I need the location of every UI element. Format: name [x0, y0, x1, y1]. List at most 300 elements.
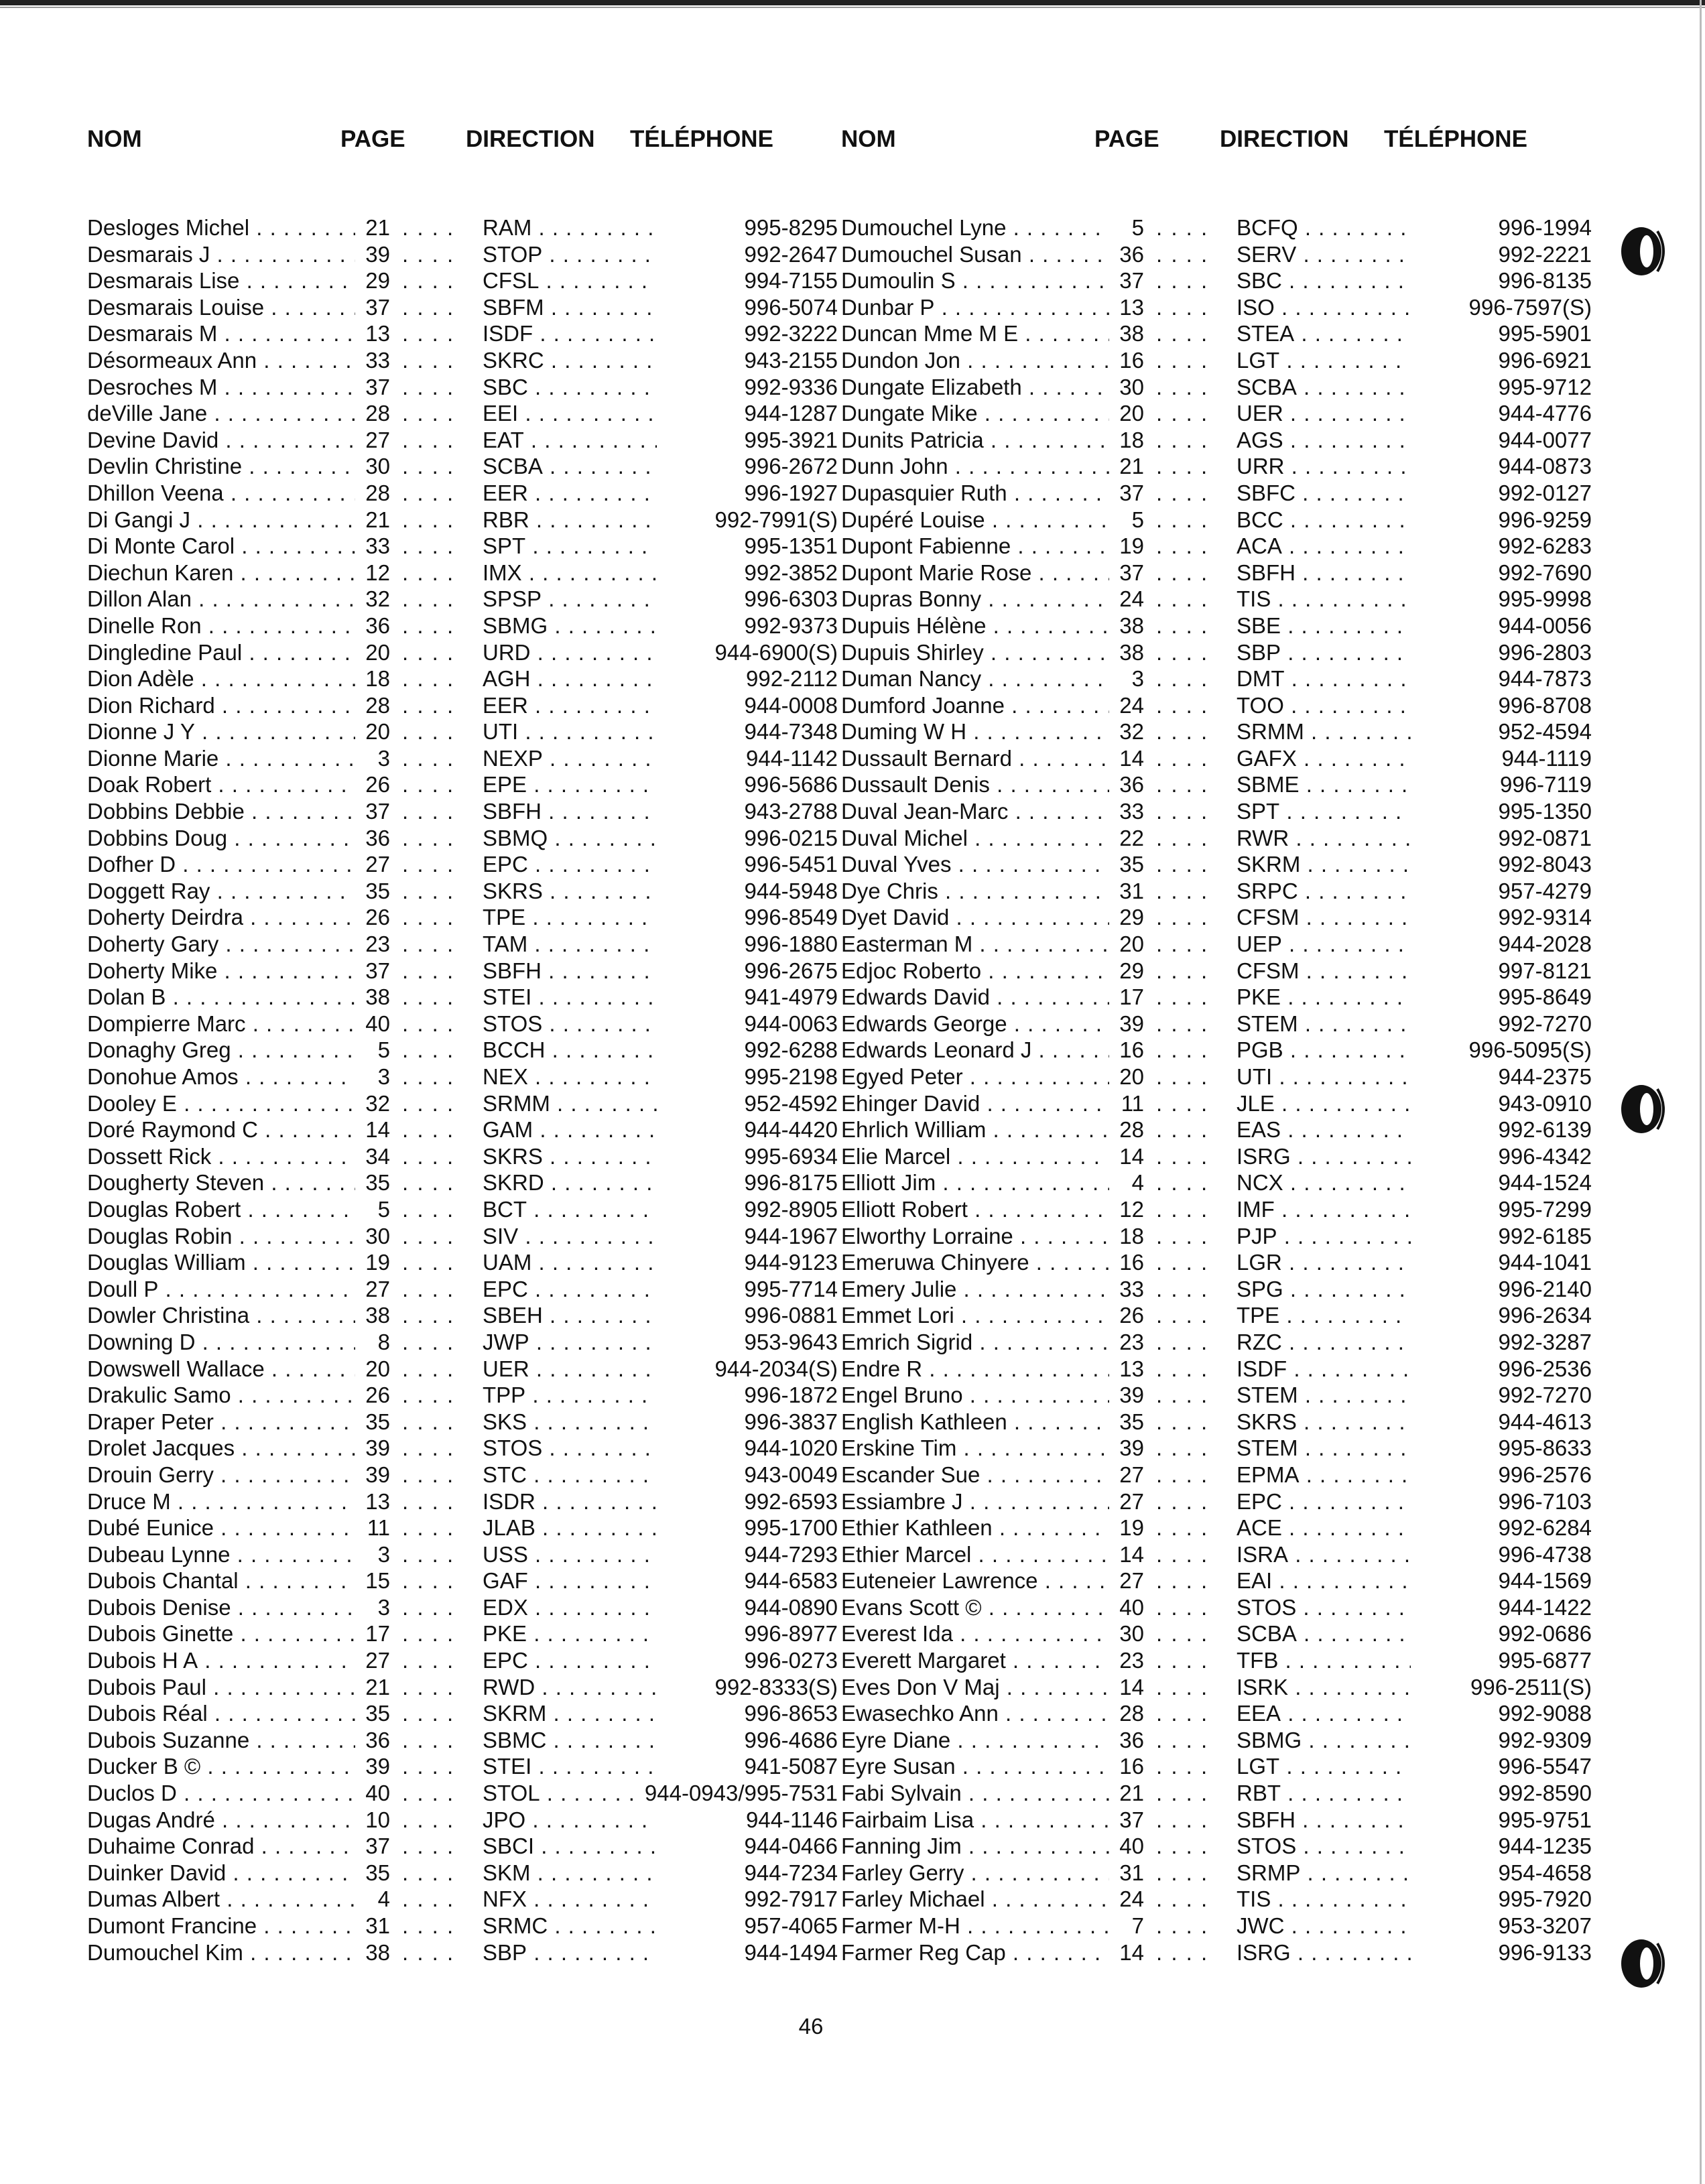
leader-dots: . . . . — [1156, 507, 1209, 532]
entry-telephone: 952-4594 — [1495, 718, 1592, 745]
entry-direction: ISRG . . . — [1237, 1939, 1411, 1966]
entry-name: Dubois Réal . . . — [87, 1700, 362, 1727]
entry-telephone: 944-7234 — [741, 1860, 838, 1886]
entry-name: Dingledine Paul . . . — [87, 639, 362, 666]
entry-page: 34 — [355, 1143, 390, 1170]
entry-page: 3 — [355, 1064, 390, 1090]
entry-direction: SPSP . . . — [483, 586, 657, 613]
entry-page: 18 — [355, 665, 390, 692]
entry-page: 24 — [1109, 692, 1144, 719]
directory-entry — [87, 507, 838, 533]
entry-direction: UER . . . — [1237, 400, 1411, 427]
entry-name: Emery Julie . . . — [841, 1276, 1116, 1303]
page-number: 46 — [798, 2014, 824, 2039]
entry-direction: RWD . . . — [483, 1674, 657, 1701]
entry-page: 28 — [1109, 1700, 1144, 1727]
directory-entry — [841, 1276, 1592, 1303]
leader-dots: . . . . — [1156, 1170, 1209, 1196]
entry-name: Drouin Gerry . . . — [87, 1462, 362, 1488]
leader-dots: . . . . — [402, 1648, 455, 1673]
entry-direction: SKS . . . — [483, 1409, 657, 1435]
entry-direction: EPC . . . — [483, 1647, 657, 1674]
entry-name: Egyed Peter . . . — [841, 1064, 1116, 1090]
entry-direction: ISRK . . . — [1237, 1674, 1411, 1701]
header-direction: DIRECTION — [1220, 126, 1349, 152]
entry-page: 38 — [355, 1302, 390, 1329]
entry-name: Dhillon Veena . . . — [87, 480, 362, 507]
header-page: PAGE — [340, 126, 405, 152]
entry-name: Dubé Eunice . . . — [87, 1515, 362, 1541]
entry-page: 39 — [355, 241, 390, 268]
entry-telephone: 994-7155 — [741, 267, 838, 294]
directory-rows-right — [841, 214, 1592, 1966]
entry-page: 31 — [355, 1913, 390, 1939]
entry-name: Di Monte Carol . . . — [87, 533, 362, 560]
entry-telephone: 995-6877 — [1495, 1647, 1592, 1674]
entry-page: 20 — [1109, 931, 1144, 958]
leader-dots: . . . . — [1156, 1011, 1209, 1036]
entry-page: 14 — [1109, 1143, 1144, 1170]
entry-page: 23 — [1109, 1647, 1144, 1674]
leader-dots: . . . . — [1156, 1913, 1209, 1938]
leader-dots: . . . . — [1156, 745, 1209, 771]
entry-direction: SKRD . . . — [483, 1169, 657, 1196]
entry-telephone: 996-3837 — [741, 1409, 838, 1435]
entry-direction: SKRM . . . — [483, 1700, 657, 1727]
entry-telephone: 992-6185 — [1495, 1223, 1592, 1250]
entry-telephone: 944-1524 — [1495, 1169, 1592, 1196]
leader-dots: . . . . — [1156, 1939, 1209, 1965]
entry-telephone: 944-1041 — [1495, 1249, 1592, 1276]
entry-telephone: 944-7348 — [741, 718, 838, 745]
entry-name: Eyre Susan . . . — [841, 1753, 1116, 1780]
leader-dots: . . . . — [1156, 1435, 1209, 1461]
directory-entry — [841, 1488, 1592, 1515]
entry-telephone: 944-6900(S) — [711, 639, 838, 666]
directory-entry — [841, 453, 1592, 480]
leader-dots: . . . . — [402, 639, 455, 665]
entry-telephone: 992-7270 — [1495, 1382, 1592, 1409]
directory-entry — [87, 241, 838, 268]
entry-page: 20 — [1109, 1064, 1144, 1090]
entry-name: Dion Richard . . . — [87, 692, 362, 719]
entry-telephone: 996-0881 — [741, 1302, 838, 1329]
entry-name: Dye Chris . . . — [841, 878, 1116, 905]
entry-direction: SBFH . . . — [483, 798, 657, 825]
directory-entry — [841, 613, 1592, 639]
entry-telephone: 944-4613 — [1495, 1409, 1592, 1435]
entry-telephone: 996-7103 — [1495, 1488, 1592, 1515]
leader-dots: . . . . — [402, 1886, 455, 1912]
entry-telephone: 943-0910 — [1495, 1090, 1592, 1117]
entry-direction: STOS . . . — [1237, 1594, 1411, 1621]
entry-name: Dowler Christina . . . — [87, 1302, 362, 1329]
directory-entry — [87, 347, 838, 374]
entry-name: Dumouchel Kim . . . — [87, 1939, 362, 1966]
directory-entry — [841, 586, 1592, 613]
entry-page: 18 — [1109, 427, 1144, 454]
entry-telephone: 992-6283 — [1495, 533, 1592, 560]
entry-name: Dyet David . . . — [841, 904, 1116, 931]
directory-entry — [87, 1647, 838, 1674]
entry-telephone: 992-7270 — [1495, 1011, 1592, 1037]
entry-direction: SBME . . . — [1237, 771, 1411, 798]
directory-entry — [87, 1276, 838, 1303]
directory-entry — [841, 267, 1592, 294]
directory-entry — [87, 613, 838, 639]
leader-dots: . . . . — [1156, 1807, 1209, 1832]
directory-entry — [841, 692, 1592, 719]
leader-dots: . . . . — [402, 1223, 455, 1248]
directory-entry — [841, 904, 1592, 931]
directory-entry — [87, 294, 838, 321]
leader-dots: . . . . — [402, 958, 455, 983]
entry-name: Escander Sue . . . — [841, 1462, 1116, 1488]
entry-name: Edwards George . . . — [841, 1011, 1116, 1037]
directory-entry — [87, 1594, 838, 1621]
entry-name: Dumoulin S . . . — [841, 267, 1116, 294]
entry-name: Dobbins Doug . . . — [87, 825, 362, 852]
entry-page: 37 — [1109, 267, 1144, 294]
leader-dots: . . . . — [1156, 1356, 1209, 1381]
entry-telephone: 992-9336 — [741, 374, 838, 401]
entry-direction: STOS . . . — [1237, 1833, 1411, 1860]
entry-page: 26 — [355, 771, 390, 798]
entry-telephone: 996-4686 — [741, 1727, 838, 1754]
entry-telephone: 944-2375 — [1495, 1064, 1592, 1090]
entry-direction: SBFH . . . — [1237, 560, 1411, 586]
entry-page: 5 — [355, 1037, 390, 1064]
entry-direction: JLAB . . . — [483, 1515, 657, 1541]
entry-page: 35 — [355, 1169, 390, 1196]
entry-name: Desmarais M . . . — [87, 320, 362, 347]
entry-direction: RZC . . . — [1237, 1329, 1411, 1356]
entry-page: 37 — [1109, 1807, 1144, 1834]
entry-name: Dugas André . . . — [87, 1807, 362, 1834]
entry-telephone: 992-3222 — [741, 320, 838, 347]
directory-entry — [841, 665, 1592, 692]
entry-telephone: 944-0890 — [741, 1594, 838, 1621]
directory-entry — [87, 1249, 838, 1276]
entry-direction: JPO . . . — [483, 1807, 657, 1834]
leader-dots: . . . . — [1156, 613, 1209, 638]
entry-page: 35 — [355, 878, 390, 905]
entry-page: 10 — [355, 1807, 390, 1834]
entry-page: 38 — [1109, 613, 1144, 639]
entry-direction: SKRS . . . — [483, 1143, 657, 1170]
entry-telephone: 997-8121 — [1495, 958, 1592, 984]
entry-direction: STEM . . . — [1237, 1382, 1411, 1409]
entry-name: Désormeaux Ann . . . — [87, 347, 362, 374]
entry-page: 28 — [355, 400, 390, 427]
leader-dots: . . . . — [402, 1329, 455, 1354]
directory-entry — [87, 1169, 838, 1196]
entry-page: 17 — [1109, 984, 1144, 1011]
entry-telephone: 992-0127 — [1495, 480, 1592, 507]
leader-dots: . . . . — [402, 1117, 455, 1143]
leader-dots: . . . . — [1156, 215, 1209, 240]
leader-dots: . . . . — [1156, 480, 1209, 505]
entry-page: 3 — [355, 1594, 390, 1621]
entry-telephone: 944-0943/995-7531 — [641, 1780, 838, 1807]
entry-name: Dussault Bernard . . . — [841, 745, 1116, 772]
page-right-edge — [1700, 0, 1702, 2184]
entry-direction: SBC . . . — [1237, 267, 1411, 294]
entry-page: 35 — [355, 1409, 390, 1435]
entry-direction: SRMM . . . — [1237, 718, 1411, 745]
entry-direction: STOS . . . — [483, 1011, 657, 1037]
entry-telephone: 992-6593 — [741, 1488, 838, 1515]
entry-direction: RBR . . . — [483, 507, 657, 533]
entry-telephone: 944-5948 — [741, 878, 838, 905]
entry-name: Doherty Gary . . . — [87, 931, 362, 958]
entry-telephone: 992-2647 — [741, 241, 838, 268]
entry-direction: SBMQ . . . — [483, 825, 657, 852]
entry-telephone: 944-0873 — [1495, 453, 1592, 480]
entry-page: 23 — [355, 931, 390, 958]
entry-name: Elie Marcel . . . — [841, 1143, 1116, 1170]
entry-page: 32 — [355, 586, 390, 613]
entry-direction: PKE . . . — [1237, 984, 1411, 1011]
entry-telephone: 953-9643 — [741, 1329, 838, 1356]
entry-name: Eyre Diane . . . — [841, 1727, 1116, 1754]
leader-dots: . . . . — [1156, 1568, 1209, 1594]
entry-telephone: 944-0008 — [741, 692, 838, 719]
entry-telephone: 992-6288 — [741, 1037, 838, 1064]
entry-direction: LGT . . . — [1237, 347, 1411, 374]
leader-dots: . . . . — [402, 586, 455, 612]
leader-dots: . . . . — [402, 1037, 455, 1063]
leader-dots: . . . . — [402, 533, 455, 559]
entry-page: 38 — [355, 1939, 390, 1966]
entry-name: Dompierre Marc . . . — [87, 1011, 362, 1037]
entry-telephone: 992-0871 — [1495, 825, 1592, 852]
entry-direction: RBT . . . — [1237, 1780, 1411, 1807]
directory-entry — [87, 1700, 838, 1727]
directory-entry — [87, 878, 838, 905]
entry-name: Dupont Fabienne . . . — [841, 533, 1116, 560]
entry-name: Dubeau Lynne . . . — [87, 1541, 362, 1568]
entry-direction: SBFH . . . — [483, 958, 657, 984]
entry-telephone: 944-1967 — [741, 1223, 838, 1250]
entry-page: 14 — [1109, 1541, 1144, 1568]
header-page: PAGE — [1094, 126, 1159, 152]
entry-page: 5 — [355, 1196, 390, 1223]
entry-direction: SBMG . . . — [483, 613, 657, 639]
entry-direction: EEI . . . — [483, 400, 657, 427]
directory-entry — [87, 1886, 838, 1913]
entry-telephone: 996-6921 — [1495, 347, 1592, 374]
leader-dots: . . . . — [1156, 454, 1209, 479]
entry-name: Duval Yves . . . — [841, 851, 1116, 878]
entry-page: 27 — [1109, 1488, 1144, 1515]
entry-telephone: 944-9123 — [741, 1249, 838, 1276]
directory-entry — [841, 1382, 1592, 1409]
entry-direction: STOP . . . — [483, 241, 657, 268]
entry-name: Eves Don V Maj . . . — [841, 1674, 1116, 1701]
entry-name: Douglas Robert . . . — [87, 1196, 362, 1223]
entry-page: 21 — [1109, 453, 1144, 480]
entry-page: 36 — [355, 613, 390, 639]
leader-dots: . . . . — [402, 1807, 455, 1832]
entry-direction: CFSL . . . — [483, 267, 657, 294]
entry-telephone: 992-6284 — [1495, 1515, 1592, 1541]
entry-name: Dussault Denis . . . — [841, 771, 1116, 798]
entry-direction: JWC . . . — [1237, 1913, 1411, 1939]
entry-telephone: 996-0273 — [741, 1647, 838, 1674]
entry-page: 40 — [355, 1780, 390, 1807]
directory-entry — [841, 1886, 1592, 1913]
entry-direction: EER . . . — [483, 692, 657, 719]
entry-direction: STEA . . . — [1237, 320, 1411, 347]
entry-name: Draper Peter . . . — [87, 1409, 362, 1435]
directory-entry — [841, 1753, 1592, 1780]
entry-name: Fabi Sylvain . . . — [841, 1780, 1116, 1807]
leader-dots: . . . . — [402, 1303, 455, 1328]
entry-direction: SKRM . . . — [1237, 851, 1411, 878]
entry-page: 3 — [1109, 665, 1144, 692]
entry-telephone: 996-5686 — [741, 771, 838, 798]
entry-name: Evans Scott © . . . — [841, 1594, 1116, 1621]
entry-page: 8 — [355, 1329, 390, 1356]
leader-dots: . . . . — [1156, 1727, 1209, 1752]
directory-entry — [87, 904, 838, 931]
leader-dots: . . . . — [402, 905, 455, 930]
entry-name: Desloges Michel . . . — [87, 214, 362, 241]
leader-dots: . . . . — [1156, 958, 1209, 983]
leader-dots: . . . . — [402, 1462, 455, 1487]
directory-entry — [87, 1196, 838, 1223]
entry-direction: SBFC . . . — [1237, 480, 1411, 507]
directory-entry — [841, 1169, 1592, 1196]
entry-name: Dionne Marie . . . — [87, 745, 362, 772]
leader-dots: . . . . — [402, 1409, 455, 1434]
entry-telephone: 943-2155 — [741, 347, 838, 374]
entry-direction: ISDF . . . — [483, 320, 657, 347]
leader-dots: . . . . — [1156, 241, 1209, 267]
entry-name: Doull P . . . — [87, 1276, 362, 1303]
directory-entry — [87, 1409, 838, 1435]
entry-page: 16 — [1109, 1753, 1144, 1780]
entry-telephone: 995-2198 — [741, 1064, 838, 1090]
leader-dots: . . . . — [402, 745, 455, 771]
leader-dots: . . . . — [402, 878, 455, 903]
directory-entry — [841, 958, 1592, 984]
entry-name: Dion Adèle . . . — [87, 665, 362, 692]
directory-entry — [841, 1249, 1592, 1276]
leader-dots: . . . . — [1156, 1223, 1209, 1248]
directory-entry — [87, 851, 838, 878]
entry-page: 11 — [1109, 1090, 1144, 1117]
entry-name: Druce M . . . — [87, 1488, 362, 1515]
entry-name: Dooley E . . . — [87, 1090, 362, 1117]
entry-telephone: 995-7920 — [1495, 1886, 1592, 1913]
leader-dots: . . . . — [402, 984, 455, 1010]
leader-dots: . . . . — [402, 454, 455, 479]
entry-telephone: 995-1351 — [741, 533, 838, 560]
entry-telephone: 992-8590 — [1495, 1780, 1592, 1807]
entry-page: 35 — [1109, 1409, 1144, 1435]
entry-direction: URD . . . — [483, 639, 657, 666]
leader-dots: . . . . — [402, 321, 455, 346]
entry-direction: EDX . . . — [483, 1594, 657, 1621]
entry-page: 37 — [355, 374, 390, 401]
leader-dots: . . . . — [1156, 878, 1209, 903]
entry-telephone: 996-2675 — [741, 958, 838, 984]
leader-dots: . . . . — [1156, 1117, 1209, 1143]
entry-page: 37 — [1109, 480, 1144, 507]
entry-direction: PKE . . . — [483, 1620, 657, 1647]
entry-telephone: 995-8633 — [1495, 1435, 1592, 1462]
directory-entry — [87, 480, 838, 507]
leader-dots: . . . . — [1156, 1594, 1209, 1620]
directory-entry — [841, 1064, 1592, 1090]
entry-page: 20 — [1109, 400, 1144, 427]
entry-page: 26 — [355, 904, 390, 931]
entry-name: Douglas Robin . . . — [87, 1223, 362, 1250]
entry-direction: SCBA . . . — [483, 453, 657, 480]
directory-entry — [841, 825, 1592, 852]
directory-entry — [87, 771, 838, 798]
entry-direction: IMF . . . — [1237, 1196, 1411, 1223]
directory-entry — [841, 1860, 1592, 1886]
leader-dots: . . . . — [1156, 852, 1209, 877]
directory-entry — [87, 1753, 838, 1780]
entry-name: Dumouchel Lyne . . . — [841, 214, 1116, 241]
entry-page: 20 — [355, 639, 390, 666]
leader-dots: . . . . — [1156, 294, 1209, 320]
entry-page: 32 — [1109, 718, 1144, 745]
leader-dots: . . . . — [1156, 533, 1209, 559]
leader-dots: . . . . — [1156, 639, 1209, 665]
entry-direction: SBCI . . . — [483, 1833, 657, 1860]
entry-direction: TOO . . . — [1237, 692, 1411, 719]
entry-direction: SCBA . . . — [1237, 1620, 1411, 1647]
entry-telephone: 944-1494 — [741, 1939, 838, 1966]
entry-direction: LGR . . . — [1237, 1249, 1411, 1276]
directory-entry — [87, 1223, 838, 1250]
entry-page: 14 — [1109, 745, 1144, 772]
entry-name: Engel Bruno . . . — [841, 1382, 1116, 1409]
entry-name: Duncan Mme M E . . . — [841, 320, 1116, 347]
entry-name: Dunn John . . . — [841, 453, 1116, 480]
leader-dots: . . . . — [1156, 268, 1209, 294]
leader-dots: . . . . — [402, 1356, 455, 1381]
entry-name: Dumouchel Susan . . . — [841, 241, 1116, 268]
entry-direction: AGH . . . — [483, 665, 657, 692]
entry-telephone: 996-2634 — [1495, 1302, 1592, 1329]
directory-entry — [87, 1674, 838, 1701]
directory-entry — [841, 798, 1592, 825]
entry-direction: DMT . . . — [1237, 665, 1411, 692]
entry-direction: STOL . . . — [483, 1780, 657, 1807]
entry-direction: CFSM . . . — [1237, 904, 1411, 931]
directory-entry — [841, 1674, 1592, 1701]
leader-dots: . . . . — [1156, 1541, 1209, 1567]
entry-telephone: 944-4420 — [741, 1116, 838, 1143]
entry-name: Fairbaim Lisa . . . — [841, 1807, 1116, 1834]
entry-direction: EEA . . . — [1237, 1700, 1411, 1727]
directory-entry — [841, 1780, 1592, 1807]
leader-dots: . . . . — [402, 932, 455, 957]
entry-page: 27 — [355, 851, 390, 878]
entry-direction: SCBA . . . — [1237, 374, 1411, 401]
directory-entry — [87, 984, 838, 1011]
entry-telephone: 992-3287 — [1495, 1329, 1592, 1356]
directory-entry — [87, 374, 838, 401]
entry-page: 31 — [1109, 1860, 1144, 1886]
entry-page: 20 — [355, 718, 390, 745]
